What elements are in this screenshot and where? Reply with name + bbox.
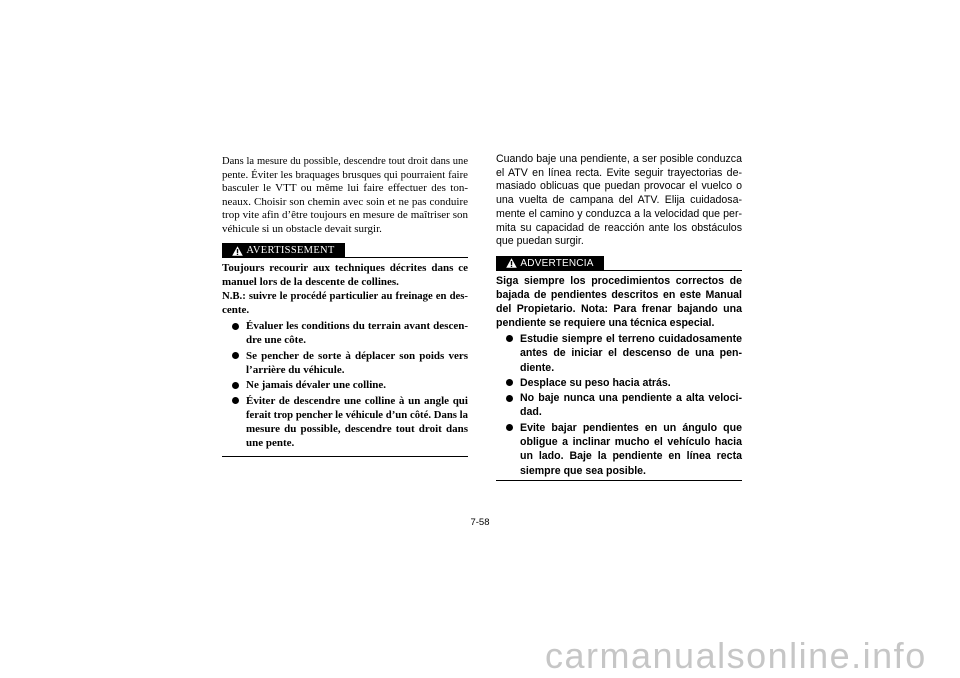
french-warning-label: AVERTISSEMENT <box>246 245 335 256</box>
spanish-bullet-line: Evite bajar pendientes en un ángulo que <box>520 421 742 434</box>
spanish-intro-line: Cuando baje una pendiente, a ser posible conduzca <box>496 153 742 165</box>
spanish-warning-header <box>496 256 742 271</box>
spanish-bullet-line: Estudie siempre el terreno cuidadosamente <box>520 332 742 345</box>
spanish-warning-label: ADVERTENCIA <box>520 257 594 269</box>
french-intro-line: véhicule si un obstacle devait surgir. <box>222 222 382 235</box>
spanish-intro-line: masiado oblicuas que puedan provocar el vuelco o <box>496 180 742 193</box>
spanish-bullet-item <box>496 421 742 478</box>
bullet-icon <box>506 424 513 431</box>
spanish-bullet-line: obligue a inclinar mucho el vehículo hacia <box>520 436 742 448</box>
spanish-intro-line: mente el camino y conduzca a la velocidad que per- <box>496 207 742 220</box>
french-warning-line: N.B.: suivre le procédé particulier au freinage en des- <box>222 290 468 302</box>
spanish-warning-line: bajada de pendientes descritos en este Manual <box>496 288 742 301</box>
spanish-bullet-line: un lado. Baje la pendiente en línea recta <box>520 450 742 463</box>
spanish-warning-line: del Propietario. Nota: Para frenar bajando una <box>496 302 742 315</box>
page-number: 7-58 <box>470 517 490 528</box>
spanish-bullet-line: dad. <box>520 406 542 419</box>
bullet-icon <box>506 379 513 386</box>
spanish-warning-text <box>496 274 742 330</box>
french-warning-text <box>222 261 468 317</box>
bullet-icon <box>232 352 239 359</box>
french-bullet-item <box>222 319 468 347</box>
french-intro-paragraph <box>222 155 468 236</box>
bullet-icon <box>506 335 513 342</box>
french-warning-header <box>222 243 468 258</box>
french-bullet-line: mesure du possible, descendre tout droit dans <box>246 422 468 435</box>
spanish-bullet-list <box>496 332 742 478</box>
spanish-bullet-item <box>496 332 742 375</box>
spanish-column <box>496 153 742 481</box>
french-column <box>222 155 468 457</box>
bullet-icon <box>232 323 239 330</box>
spanish-bullet-item <box>496 376 742 390</box>
warning-triangle-icon <box>506 258 517 268</box>
french-bullet-line: Éviter de descendre une colline à un angle qui <box>246 394 468 407</box>
french-intro-line: trop vite afin d’être toujours en mesure de maîtriser son <box>222 209 468 221</box>
spanish-intro-paragraph <box>496 153 742 249</box>
french-bullet-item <box>222 378 468 392</box>
spanish-intro-line: una vuelta de campana del ATV. Elija cuidadosa- <box>496 194 742 207</box>
french-warning-label-box <box>222 243 345 258</box>
spanish-intro-line: que puedan surgir. <box>496 235 584 248</box>
french-bullet-line: l’arrière du véhicule. <box>246 363 345 376</box>
french-warning-line: Toujours recourir aux techniques décrites dans ce <box>222 262 468 274</box>
spanish-intro-line: mita su capacidad de reacción ante los obstáculos <box>496 221 742 234</box>
spanish-warning-line: pendiente se requiere una técnica especial. <box>496 316 715 329</box>
bullet-icon <box>232 382 239 389</box>
french-warning-rule <box>345 257 468 258</box>
french-bullet-list <box>222 319 468 450</box>
spanish-bullet-line: Desplace su peso hacia atrás. <box>520 376 671 389</box>
french-bullet-item <box>222 349 468 377</box>
french-bullet-line: Ne jamais dévaler une colline. <box>246 379 387 391</box>
french-bullet-line: une pente. <box>246 436 295 449</box>
watermark: carmanualsonline.info <box>545 635 927 676</box>
french-warning-line: cente. <box>222 304 250 316</box>
french-intro-line: Dans la mesure du possible, descendre tout droit dans une <box>222 156 468 167</box>
french-warning-end-rule <box>222 456 468 457</box>
warning-triangle-icon <box>232 246 243 256</box>
french-bullet-line: ferait trop pencher le véhicule d’un côté. Dans la <box>246 408 468 421</box>
spanish-intro-line: el ATV en línea recta. Evite seguir trayectorias de- <box>496 166 742 179</box>
french-intro-line: neaux. Choisir son chemin avec soin et ne pas conduire <box>222 195 468 208</box>
french-bullet-line: Se pencher de sorte à déplacer son poids vers <box>246 349 468 362</box>
spanish-warning-end-rule <box>496 480 742 481</box>
french-bullet-line: Évaluer les conditions du terrain avant descen- <box>246 320 468 332</box>
french-bullet-line: dre une côte. <box>246 334 306 346</box>
french-intro-line: pente. Éviter les braquages brusques qui pourraient faire <box>222 168 468 181</box>
spanish-warning-label-box <box>496 256 604 271</box>
spanish-bullet-line: No baje nunca una pendiente a alta veloci- <box>520 392 742 405</box>
french-bullet-item <box>222 394 468 450</box>
french-warning-line: manuel lors de la descente de collines. <box>222 276 399 288</box>
spanish-bullet-item <box>496 391 742 420</box>
spanish-warning-line: Siga siempre los procedimientos correctos de <box>496 274 742 287</box>
french-intro-line: basculer le VTT ou même lui faire effectuer des ton- <box>222 182 468 194</box>
spanish-warning-rule <box>604 270 742 271</box>
spanish-bullet-line: diente. <box>520 361 555 374</box>
bullet-icon <box>232 397 239 404</box>
spanish-bullet-line: antes de iniciar el descenso de una pen- <box>520 347 742 360</box>
bullet-icon <box>506 395 513 402</box>
spanish-bullet-line: siempre que sea posible. <box>520 464 646 477</box>
